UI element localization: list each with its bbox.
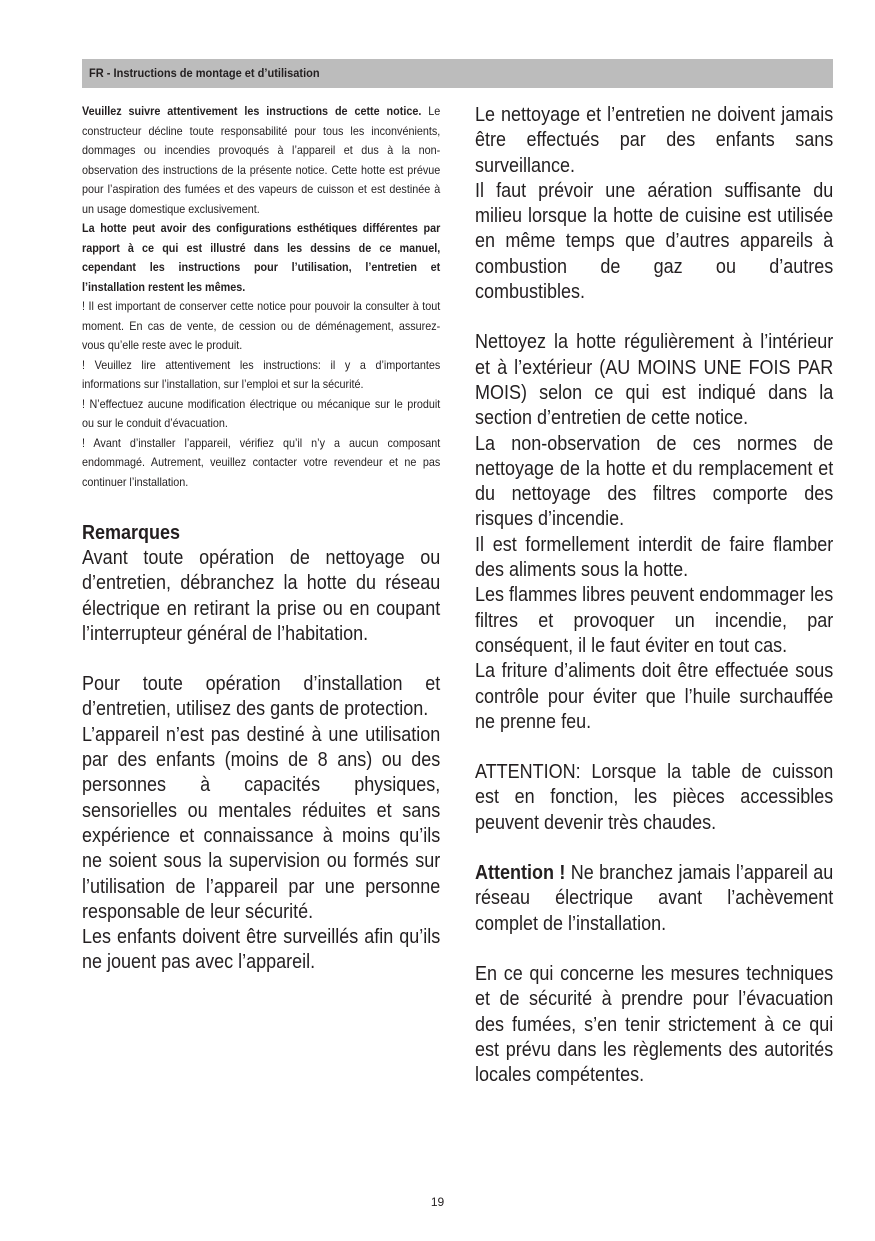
warning-3: ! N’effectuez aucune modification électrique ou mécanique sur le produit ou sur le conduit d’évacuation. <box>82 396 441 430</box>
spacer <box>475 937 833 962</box>
right-paragraph-6: Les flammes libres peuvent endommager les filtres et provoquer un incendie, par conséquent, il le faut éviter en tout cas. <box>475 584 834 657</box>
right-paragraph-4: La non-observation de ces normes de nettoyage de la hotte et du remplacement et du nettoyage des filtres comporte des risques d’incendie. <box>475 432 834 531</box>
right-paragraph-3: Nettoyez la hotte régulièrement à l’intérieur et à l’extérieur (AU MOINS UNE FOIS PAR MOIS) selon ce qui est indiqué dans la section d’entretien de cette notice. <box>475 331 834 430</box>
attention-text: Ne branchez jamais l’appareil au réseau électrique avant l’achèvement complet de l’installation. <box>475 862 834 935</box>
right-paragraph-8: ATTENTION: Lorsque la table de cuisson est en fonction, les pièces accessibles peuvent devenir très chaudes. <box>475 761 834 834</box>
spacer <box>475 305 833 330</box>
remark-1: Avant toute opération de nettoyage ou d’entretien, débranchez la hotte du réseau électrique en retirant la prise ou en coupant l’interrupteur général de l’habitation. <box>82 547 441 645</box>
right-paragraph-9 <box>475 861 833 937</box>
section-header-title: FR - Instructions de montage et d’utilisation <box>89 66 320 80</box>
remark-3: L’appareil n’est pas destiné à une utilisation par des enfants (moins de 8 ans) ou des personnes à capacités physiques, sensorielles ou mentales réduites et sans expérience et connaissance à moins qu’ils ne soient sous la supervision ou formés sur l’utilisation de l’appareil par une personne responsable de leur sécurité. <box>82 723 441 923</box>
remark-4: Les enfants doivent être surveillés afin qu’ils ne jouent pas avec l’appareil. <box>82 926 441 974</box>
left-column <box>82 102 440 976</box>
remarks-heading: Remarques <box>82 522 181 544</box>
spacer <box>475 836 833 861</box>
attention-bold: Attention ! <box>475 862 566 885</box>
right-paragraph-5: Il est formellement interdit de faire flamber des aliments sous la hotte. <box>475 533 834 582</box>
intro-paragraph <box>82 102 440 219</box>
warning-4: ! Avant d’installer l’appareil, vérifiez qu’il n’y a aucun composant endommagé. Autrement, veuillez contacter votre revendeur et ne pas continuer l’installation. <box>82 435 441 489</box>
right-column <box>475 103 833 1088</box>
section-header <box>82 59 833 88</box>
intro-text: Le constructeur décline toute responsabilité pour tous les inconvénients, dommages ou incendies provoqués à l’appareil et dus à la non-observation des instructions de la présente notice. Cette hotte est prévue pour l’aspiration des fumées et des vapeurs de cuisson et est destinée à un usage domestique exclusivement. <box>82 104 441 216</box>
warning-1: ! Il est important de conserver cette notice pour pouvoir la consulter à tout moment. En cas de vente, de cession ou de déménagement, assurez-vous qu’elle reste avec le produit. <box>82 299 441 352</box>
right-paragraph-7: La friture d’aliments doit être effectuée sous contrôle pour éviter que l’huile surchauffée ne prenne feu. <box>475 660 834 733</box>
spacer <box>82 647 440 672</box>
right-paragraph-10: En ce qui concerne les mesures techniques et de sécurité à prendre pour l’évacuation des fumées, s’en tenir strictement à ce qui est prévu dans les règlements des autorités locales compétentes. <box>475 962 834 1087</box>
intro-block <box>82 102 440 492</box>
config-paragraph <box>82 219 440 297</box>
remarks-block <box>82 521 440 976</box>
remark-2: Pour toute opération d’installation et d’entretien, utilisez des gants de protection. <box>82 673 441 721</box>
page-number: 19 <box>430 1195 445 1209</box>
spacer <box>475 735 833 760</box>
right-paragraph-1: Le nettoyage et l’entretien ne doivent jamais être effectués par des enfants sans surveillance. <box>475 104 834 177</box>
warning-2: ! Veuillez lire attentivement les instructions: il y a d’importantes informations sur l’installation, sur l’emploi et sur la sécurité. <box>82 357 441 391</box>
config-bold: La hotte peut avoir des configurations esthétiques différentes par rapport à ce qui est illustré dans les dessins de ce manuel, cependant les instructions pour l’utilisation, l’entretien et l’installation restent les mêmes. <box>82 221 441 294</box>
right-paragraph-2: Il faut prévoir une aération suffisante du milieu lorsque la hotte de cuisine est utilisée en même temps que d’autres appareils à combustion de gaz ou d’autres combustibles. <box>475 179 834 304</box>
intro-bold: Veuillez suivre attentivement les instructions de cette notice. <box>82 104 422 118</box>
right-block <box>475 103 833 1088</box>
